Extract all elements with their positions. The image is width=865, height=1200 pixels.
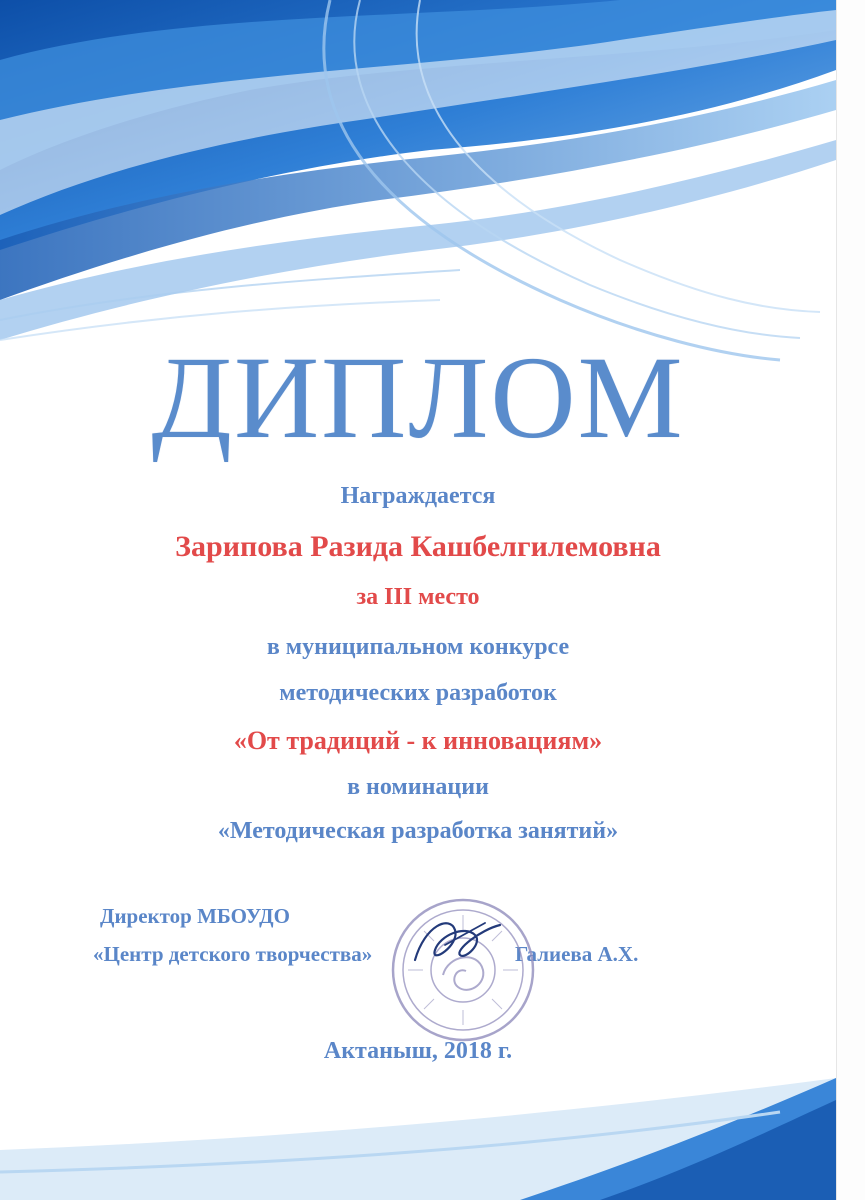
director-title-line-1: Директор МБОУДО <box>100 904 290 928</box>
director-title-line-2: «Центр детского творчества» <box>93 942 373 966</box>
contest-name: «От традиций - к инновациям» <box>233 726 603 755</box>
signature-icon <box>405 905 515 975</box>
director-name: Галиева А.Х. <box>515 942 639 966</box>
nomination-label: в номинации <box>347 774 489 800</box>
contest-line-2: методических разработок <box>279 680 557 706</box>
diploma-title: ДИПЛОМ <box>151 332 685 463</box>
awarded-label: Награждается <box>340 483 496 509</box>
recipient-name: Зарипова Разида Кашбелгилемовна <box>175 530 661 563</box>
city-year: Актаныш, 2018 г. <box>323 1038 513 1064</box>
nomination-name: «Методическая разработка занятий» <box>217 818 619 844</box>
contest-line-1: в муниципальном конкурсе <box>266 634 570 660</box>
place-text: за III место <box>356 584 480 610</box>
